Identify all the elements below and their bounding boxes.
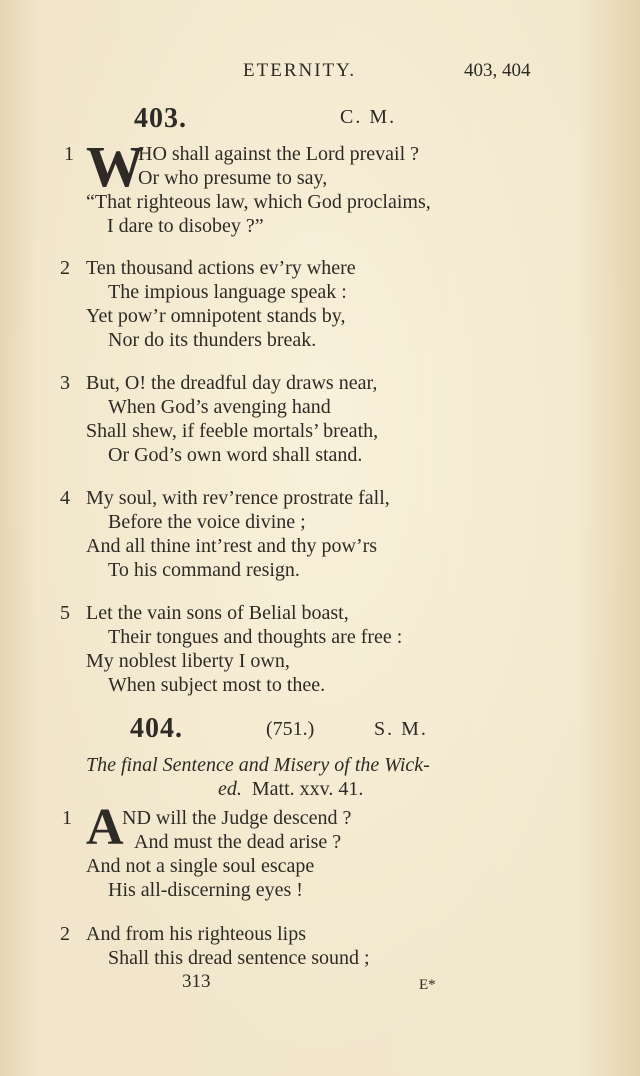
- verse-line: And all thine int’rest and thy pow’rs: [86, 535, 378, 557]
- verse-line: HO shall against the Lord prevail ?: [138, 143, 420, 165]
- verse-line: Before the voice divine ;: [108, 511, 306, 533]
- verse-line: The impious language speak :: [108, 281, 347, 303]
- verse-line: When subject most to thee.: [108, 674, 326, 696]
- running-title: ETERNITY.: [243, 60, 357, 81]
- verse-number: 2: [60, 257, 70, 279]
- hymn-404-title-end-word: ed.: [218, 778, 242, 800]
- verse-line: When God’s avenging hand: [108, 396, 331, 418]
- verse-number: 4: [60, 487, 70, 509]
- verse-line: ND will the Judge descend ?: [122, 807, 352, 829]
- verse-number: 2: [60, 923, 70, 945]
- hymn-404-meter: S. M.: [374, 718, 428, 740]
- verse-line: “That righteous law, which God proclaims,: [86, 191, 431, 213]
- running-page-numbers: 403, 404: [464, 60, 531, 81]
- verse-line: My noblest liberty I own,: [86, 650, 290, 672]
- hymn-403-meter: C. M.: [340, 106, 397, 128]
- verse-number: 3: [60, 372, 70, 394]
- verse-line: Let the vain sons of Belial boast,: [86, 602, 349, 624]
- drop-cap: A: [86, 799, 124, 856]
- verse-line: Yet pow’r omnipotent stands by,: [86, 305, 346, 327]
- verse-line: Their tongues and thoughts are free :: [108, 626, 403, 648]
- hymn-404-title: The final Sentence and Misery of the Wick-: [86, 754, 430, 776]
- verse-line: I dare to disobey ?”: [107, 215, 264, 237]
- verse-line: Nor do its thunders break.: [108, 329, 317, 351]
- hymn-404-number: 404.: [130, 713, 183, 744]
- page-folio: 313: [182, 971, 211, 992]
- verse-line: Or God’s own word shall stand.: [108, 444, 363, 466]
- verse-line: To his command resign.: [108, 559, 300, 581]
- verse-line: And not a single soul escape: [86, 855, 315, 877]
- printer-signature: E*: [419, 977, 436, 993]
- verse-line: And from his righteous lips: [86, 923, 306, 945]
- verse-number: 5: [60, 602, 70, 624]
- verse-line: My soul, with rev’rence prostrate fall,: [86, 487, 390, 509]
- verse-line: Ten thousand actions ev’ry where: [86, 257, 356, 279]
- verse-line: And must the dead arise ?: [134, 831, 342, 853]
- drop-cap: W: [86, 134, 144, 199]
- verse-number: 1: [64, 143, 74, 165]
- verse-line: Or who presume to say,: [138, 167, 328, 189]
- verse-line: But, O! the dreadful day draws near,: [86, 372, 378, 394]
- verse-line: His all-discerning eyes !: [108, 879, 303, 901]
- hymn-403-number: 403.: [134, 103, 187, 134]
- verse-number: 1: [62, 807, 72, 829]
- hymn-404-alt-number: (751.): [266, 718, 315, 740]
- scripture-reference: Matt. xxv. 41.: [251, 778, 364, 800]
- verse-line: Shall shew, if feeble mortals’ breath,: [86, 420, 379, 442]
- verse-line: Shall this dread sentence sound ;: [108, 947, 370, 969]
- hymn-404-title-end: [218, 778, 363, 801]
